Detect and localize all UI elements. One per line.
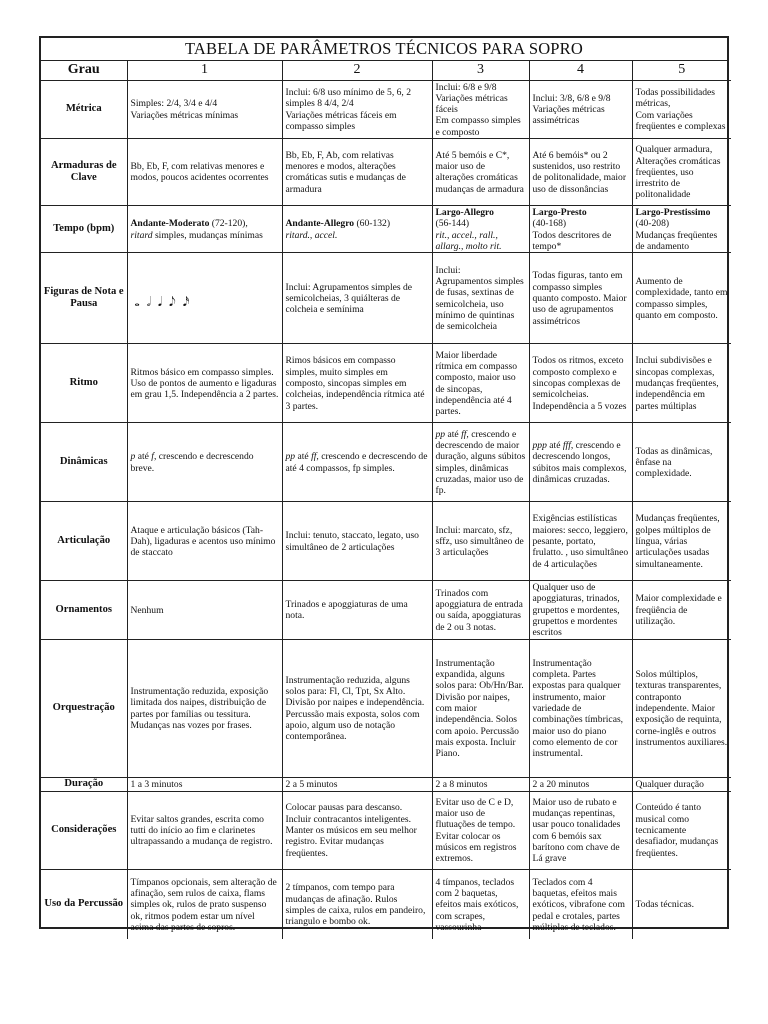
- figuras-grade-4: Todas figuras, tanto em compasso simples quanto composto. Maior uso de agrupamentos assimétricos: [529, 253, 632, 344]
- dynamic-high: f: [151, 451, 154, 463]
- dynamic-high: fff: [562, 440, 571, 452]
- ornamentos-grade-3: Trinados com apoggiatura de entrada ou saída, apoggiaturas de 2 ou 3 notas.: [432, 581, 529, 639]
- dynamic-to: até: [135, 451, 152, 463]
- duracao-grade-4: 2 a 20 minutos: [529, 777, 632, 791]
- dinamicas-grade-1: [127, 423, 282, 502]
- table-row-percussao: [41, 869, 731, 939]
- articulacao-grade-1: Ataque e articulação básicos (Tah-Dah), ligaduras e acentos uso mínimo de staccato: [127, 502, 282, 581]
- tempo-grade-1: [127, 205, 282, 252]
- table-row-metrica: [41, 80, 731, 138]
- table-row-duracao: [41, 777, 731, 791]
- tempo-marking: Andante-Allegro: [285, 218, 355, 230]
- tempo-marking: Largo-Presto: [532, 206, 587, 218]
- dynamic-to: até: [295, 451, 312, 463]
- row-label-tempo: Tempo (bpm): [41, 205, 127, 252]
- grade-5-header: 5: [632, 61, 731, 80]
- tempo-modifiers: ritard., accel.: [285, 229, 338, 241]
- percussao-grade-2: 2 tímpanos, com tempo para mudanças de afinação. Rulos simples de caixa, rulos em pandeiro, triangulo e bombo ok.: [282, 869, 432, 939]
- dynamic-low: p: [130, 451, 136, 463]
- figuras-grade-3: Inclui: Agrupamentos simples de fusas, sextinas de semicolcheia, uso mínimo de quintinas de semicolcheia: [432, 253, 529, 344]
- ritmo-grade-2: Rimos básicos em compasso simples, muito simples em composto, sincopas simples em colcheias, independência rítmica até 3 partes.: [282, 344, 432, 423]
- dinamicas-grade-4: [529, 423, 632, 502]
- ornamentos-grade-5: Maior complexidade e freqüência de utilização.: [632, 581, 731, 639]
- articulacao-grade-3: Inclui: marcato, sfz, sffz, uso simultâneo de 3 articulações: [432, 502, 529, 581]
- row-label-percussao: Uso da Percussão: [41, 869, 127, 939]
- row-label-ornamentos: Ornamentos: [41, 581, 127, 639]
- armaduras-grade-5: Qualquer armadura, Alterações cromáticas freqüentes, uso irrestrito de politonalidade: [632, 138, 731, 205]
- grade-3-header: 3: [432, 61, 529, 80]
- tempo-notes: simples, mudanças mínimas: [152, 229, 263, 241]
- dynamic-notes: , crescendo e decrescendo breve.: [130, 451, 254, 474]
- articulacao-grade-4: Exigências estilísticas maiores: secco, leggiero, pesante, portato, frulatto. , uso simultâneo de 4 articulações: [529, 502, 632, 581]
- note-figures: [131, 290, 279, 308]
- tempo-range: (72-120),: [209, 218, 248, 230]
- row-label-dinamicas: Dinâmicas: [41, 423, 127, 502]
- ritmo-grade-5: Inclui subdivisões e sincopas complexas, mudanças freqüentes, independência em partes múltiplas: [632, 344, 731, 423]
- consideracoes-grade-3: Evitar uso de C e D, maior uso de flutuações de tempo. Evitar colocar os músicos em registros extremos.: [432, 791, 529, 869]
- quarter-note-icon: 𝅘𝅥: [157, 293, 162, 309]
- duracao-grade-3: 2 a 8 minutos: [432, 777, 529, 791]
- figuras-grade-1: [127, 253, 282, 344]
- eighth-note-icon: 𝅘𝅥𝅮: [168, 293, 176, 309]
- orquestracao-grade-2: Instrumentação reduzida, alguns solos para: Fl, Cl, Tpt, Sx Alto. Divisão por naipes e independência. Percussão mais exposta, solos com apoio, algum uso de notação contemporânea.: [282, 639, 432, 777]
- row-label-metrica: Métrica: [41, 80, 127, 138]
- tempo-modifiers: ritard: [130, 229, 153, 241]
- row-label-armaduras: Armaduras de Clave: [41, 138, 127, 205]
- dynamic-low: pp: [435, 428, 446, 440]
- duracao-grade-5: Qualquer duração: [632, 777, 731, 791]
- tempo-grade-2: [282, 205, 432, 252]
- tempo-marking: Largo-Prestissimo: [635, 206, 711, 218]
- tempo-modifiers: rit., accel., rall., allarg., molto rit.: [435, 229, 502, 252]
- tempo-range: (60-132): [354, 218, 391, 230]
- dynamic-low: ppp: [532, 440, 547, 452]
- table-header-row: [41, 61, 731, 80]
- document-title: TABELA DE PARÂMETROS TÉCNICOS PARA SOPRO: [41, 38, 727, 61]
- metrica-grade-4: Inclui: 3/8, 6/8 e 9/8 Variações métricas assimétricas: [529, 80, 632, 138]
- parameters-table: [41, 61, 731, 939]
- tempo-grade-5: [632, 205, 731, 252]
- dynamic-notes: Todas as dinâmicas, ênfase na complexidade.: [635, 445, 713, 480]
- ornamentos-grade-4: Qualquer uso de apoggiaturas, trinados, grupettos e mordentes, grupettos e mordentes escritos: [529, 581, 632, 639]
- tempo-range: (56-144): [435, 218, 470, 230]
- ritmo-grade-4: Todos os ritmos, exceto composto complexo e sincopas complexas de semicolcheias. Independência a 5 vozes: [529, 344, 632, 423]
- grade-4-header: 4: [529, 61, 632, 80]
- metrica-grade-3: Inclui: 6/8 e 9/8 Variações métricas fáceis Em compasso simples e composto: [432, 80, 529, 138]
- table-row-figuras: [41, 253, 731, 344]
- sixteenth-note-icon: 𝅘𝅥𝅯: [182, 293, 190, 309]
- orquestracao-grade-1: Instrumentação reduzida, exposição limitada dos naipes, distribuição de partes por famílias ou tessitura. Mudanças nas vozes por frases.: [127, 639, 282, 777]
- grade-column-header: Grau: [41, 61, 127, 80]
- armaduras-grade-1: Bb, Eb, F, com relativas menores e modos, poucos acidentes ocorrentes: [127, 138, 282, 205]
- armaduras-grade-2: Bb, Eb, F, Ab, com relativas menores e modos, alterações cromáticas sutis e mudanças de armadura: [282, 138, 432, 205]
- row-label-ritmo: Ritmo: [41, 344, 127, 423]
- consideracoes-grade-5: Conteúdo é tanto musical como tecnicamente desafiador, mudanças freqüentes.: [632, 791, 731, 869]
- row-label-consideracoes: Considerações: [41, 791, 127, 869]
- percussao-grade-3: 4 tímpanos, teclados com 2 baquetas, efeitos mais exóticos, com scrapes, vassourinha: [432, 869, 529, 939]
- tempo-marking: Largo-Allegro: [435, 206, 494, 218]
- dinamicas-grade-5: [632, 423, 731, 502]
- tempo-grade-3: [432, 205, 529, 252]
- dynamic-to: até: [546, 440, 563, 452]
- dynamic-high: ff: [461, 428, 467, 440]
- table-row-ritmo: [41, 344, 731, 423]
- dynamic-notes: , crescendo e decrescendo de até 4 compassos, fp simples.: [285, 451, 428, 474]
- dynamic-notes: , crescendo e decrescendo de maior duração, alguns súbitos simples, dinâmicas cruzadas, maior uso de fp.: [435, 428, 526, 497]
- grade-1-header: 1: [127, 61, 282, 80]
- tempo-marking: Andante-Moderato: [130, 218, 210, 230]
- metrica-grade-1: Simples: 2/4, 3/4 e 4/4 Variações métricas mínimas: [127, 80, 282, 138]
- tempo-range: (40-168): [532, 218, 567, 230]
- orquestracao-grade-4: Instrumentação completa. Partes expostas para qualquer instrumento, maior variedade de combinações tímbricas, maior uso do piano como elemento de cor instrumental.: [529, 639, 632, 777]
- table-row-armaduras: [41, 138, 731, 205]
- consideracoes-grade-2: Colocar pausas para descanso. Incluir contracantos inteligentes. Manter os músicos em seu melhor registro. Evitar mudanças freqüentes.: [282, 791, 432, 869]
- consideracoes-grade-1: Evitar saltos grandes, escrita como tutti do início ao fim e clarinetes ultrapassando a mudança de registro.: [127, 791, 282, 869]
- table-row-tempo: [41, 205, 731, 252]
- half-note-icon: 𝅗𝅥: [146, 293, 151, 309]
- ritmo-grade-1: Ritmos básico em compasso simples. Uso de pontos de aumento e ligaduras em grau 1,5. Independência a 2 partes.: [127, 344, 282, 423]
- consideracoes-grade-4: Maior uso de rubato e mudanças repentinas, usar pouco tonalidades com 6 bemóis sax barítono com chave de Lá grave: [529, 791, 632, 869]
- duracao-grade-2: 2 a 5 minutos: [282, 777, 432, 791]
- metrica-grade-2: Inclui: 6/8 uso mínimo de 5, 6, 2 simples 8 4/4, 2/4 Variações métricas fáceis em compasso simples: [282, 80, 432, 138]
- tempo-grade-4: [529, 205, 632, 252]
- articulacao-grade-2: Inclui: tenuto, staccato, legato, uso simultâneo de 2 articulações: [282, 502, 432, 581]
- row-label-duracao: Duração: [41, 777, 127, 791]
- percussao-grade-4: Teclados com 4 baquetas, efeitos mais exóticos, vibrafone com pedal e crotales, partes múltiplas de teclados.: [529, 869, 632, 939]
- armaduras-grade-3: Até 5 bemóis e C*, maior uso de alterações cromáticas mudanças de armadura: [432, 138, 529, 205]
- orquestracao-grade-5: Solos múltiplos, texturas transparentes, contraponto independente. Maior exposição de requinta, corne-inglês e outros instrumentos auxiliares.: [632, 639, 731, 777]
- dinamicas-grade-2: [282, 423, 432, 502]
- orquestracao-grade-3: Instrumentação expandida, alguns solos para: Ob/Hn/Bar. Divisão por naipes, com maior independência. Solos com apoio. Percussão mais exposta. Incluir Piano.: [432, 639, 529, 777]
- metrica-grade-5: Todas possibilidades métricas, Com variações freqüentes e complexas: [632, 80, 731, 138]
- duracao-grade-1: 1 a 3 minutos: [127, 777, 282, 791]
- tempo-notes: Todos descritores de tempo*: [532, 229, 612, 252]
- articulacao-grade-5: Mudanças freqüentes, golpes múltiplos de língua, várias articulações usadas simultaneamente.: [632, 502, 731, 581]
- row-label-articulacao: Articulação: [41, 502, 127, 581]
- dynamic-to: até: [445, 428, 462, 440]
- table-row-orquestracao: [41, 639, 731, 777]
- figuras-grade-5: Aumento de complexidade, tanto em compasso simples, quanto em composto.: [632, 253, 731, 344]
- percussao-grade-1: Tímpanos opcionais, sem alteração de afinação, sem rulos de caixa, flams simples ok, rulos de prato suspenso ok, ritmos podem estar um nível acima das partes de sopros.: [127, 869, 282, 939]
- ritmo-grade-3: Maior liberdade rítmica em compasso composto, maior uso de sincopas, independência até 4 partes.: [432, 344, 529, 423]
- row-label-orquestracao: Orquestração: [41, 639, 127, 777]
- dynamic-notes: , crescendo e decrescendo longos, súbitos mais complexos, dinâmicas cruzadas.: [532, 440, 627, 485]
- table-row-ornamentos: [41, 581, 731, 639]
- table-row-consideracoes: [41, 791, 731, 869]
- ornamentos-grade-2: Trinados e apoggiaturas de uma nota.: [282, 581, 432, 639]
- table-row-articulacao: [41, 502, 731, 581]
- armaduras-grade-4: Até 6 bemóis* ou 2 sustenidos, uso restrito de politonalidade, maior uso de dissonâncias: [529, 138, 632, 205]
- grade-2-header: 2: [282, 61, 432, 80]
- row-label-figuras: Figuras de Nota e Pausa: [41, 253, 127, 344]
- dinamicas-grade-3: [432, 423, 529, 502]
- figuras-grade-2: Inclui: Agrupamentos simples de semicolcheias, 3 quiálteras de colcheia e semínima: [282, 253, 432, 344]
- parameters-sheet: [39, 36, 729, 933]
- ornamentos-grade-1: Nenhum: [127, 581, 282, 639]
- whole-note-icon: 𝅝: [134, 293, 140, 309]
- dynamic-high: ff: [311, 451, 317, 463]
- dynamic-low: pp: [285, 451, 296, 463]
- tempo-range: (40-208): [635, 218, 670, 230]
- tempo-notes: Mudanças freqüentes de andamento: [635, 229, 718, 252]
- percussao-grade-5: Todas técnicas.: [632, 869, 731, 939]
- table-row-dinamicas: [41, 423, 731, 502]
